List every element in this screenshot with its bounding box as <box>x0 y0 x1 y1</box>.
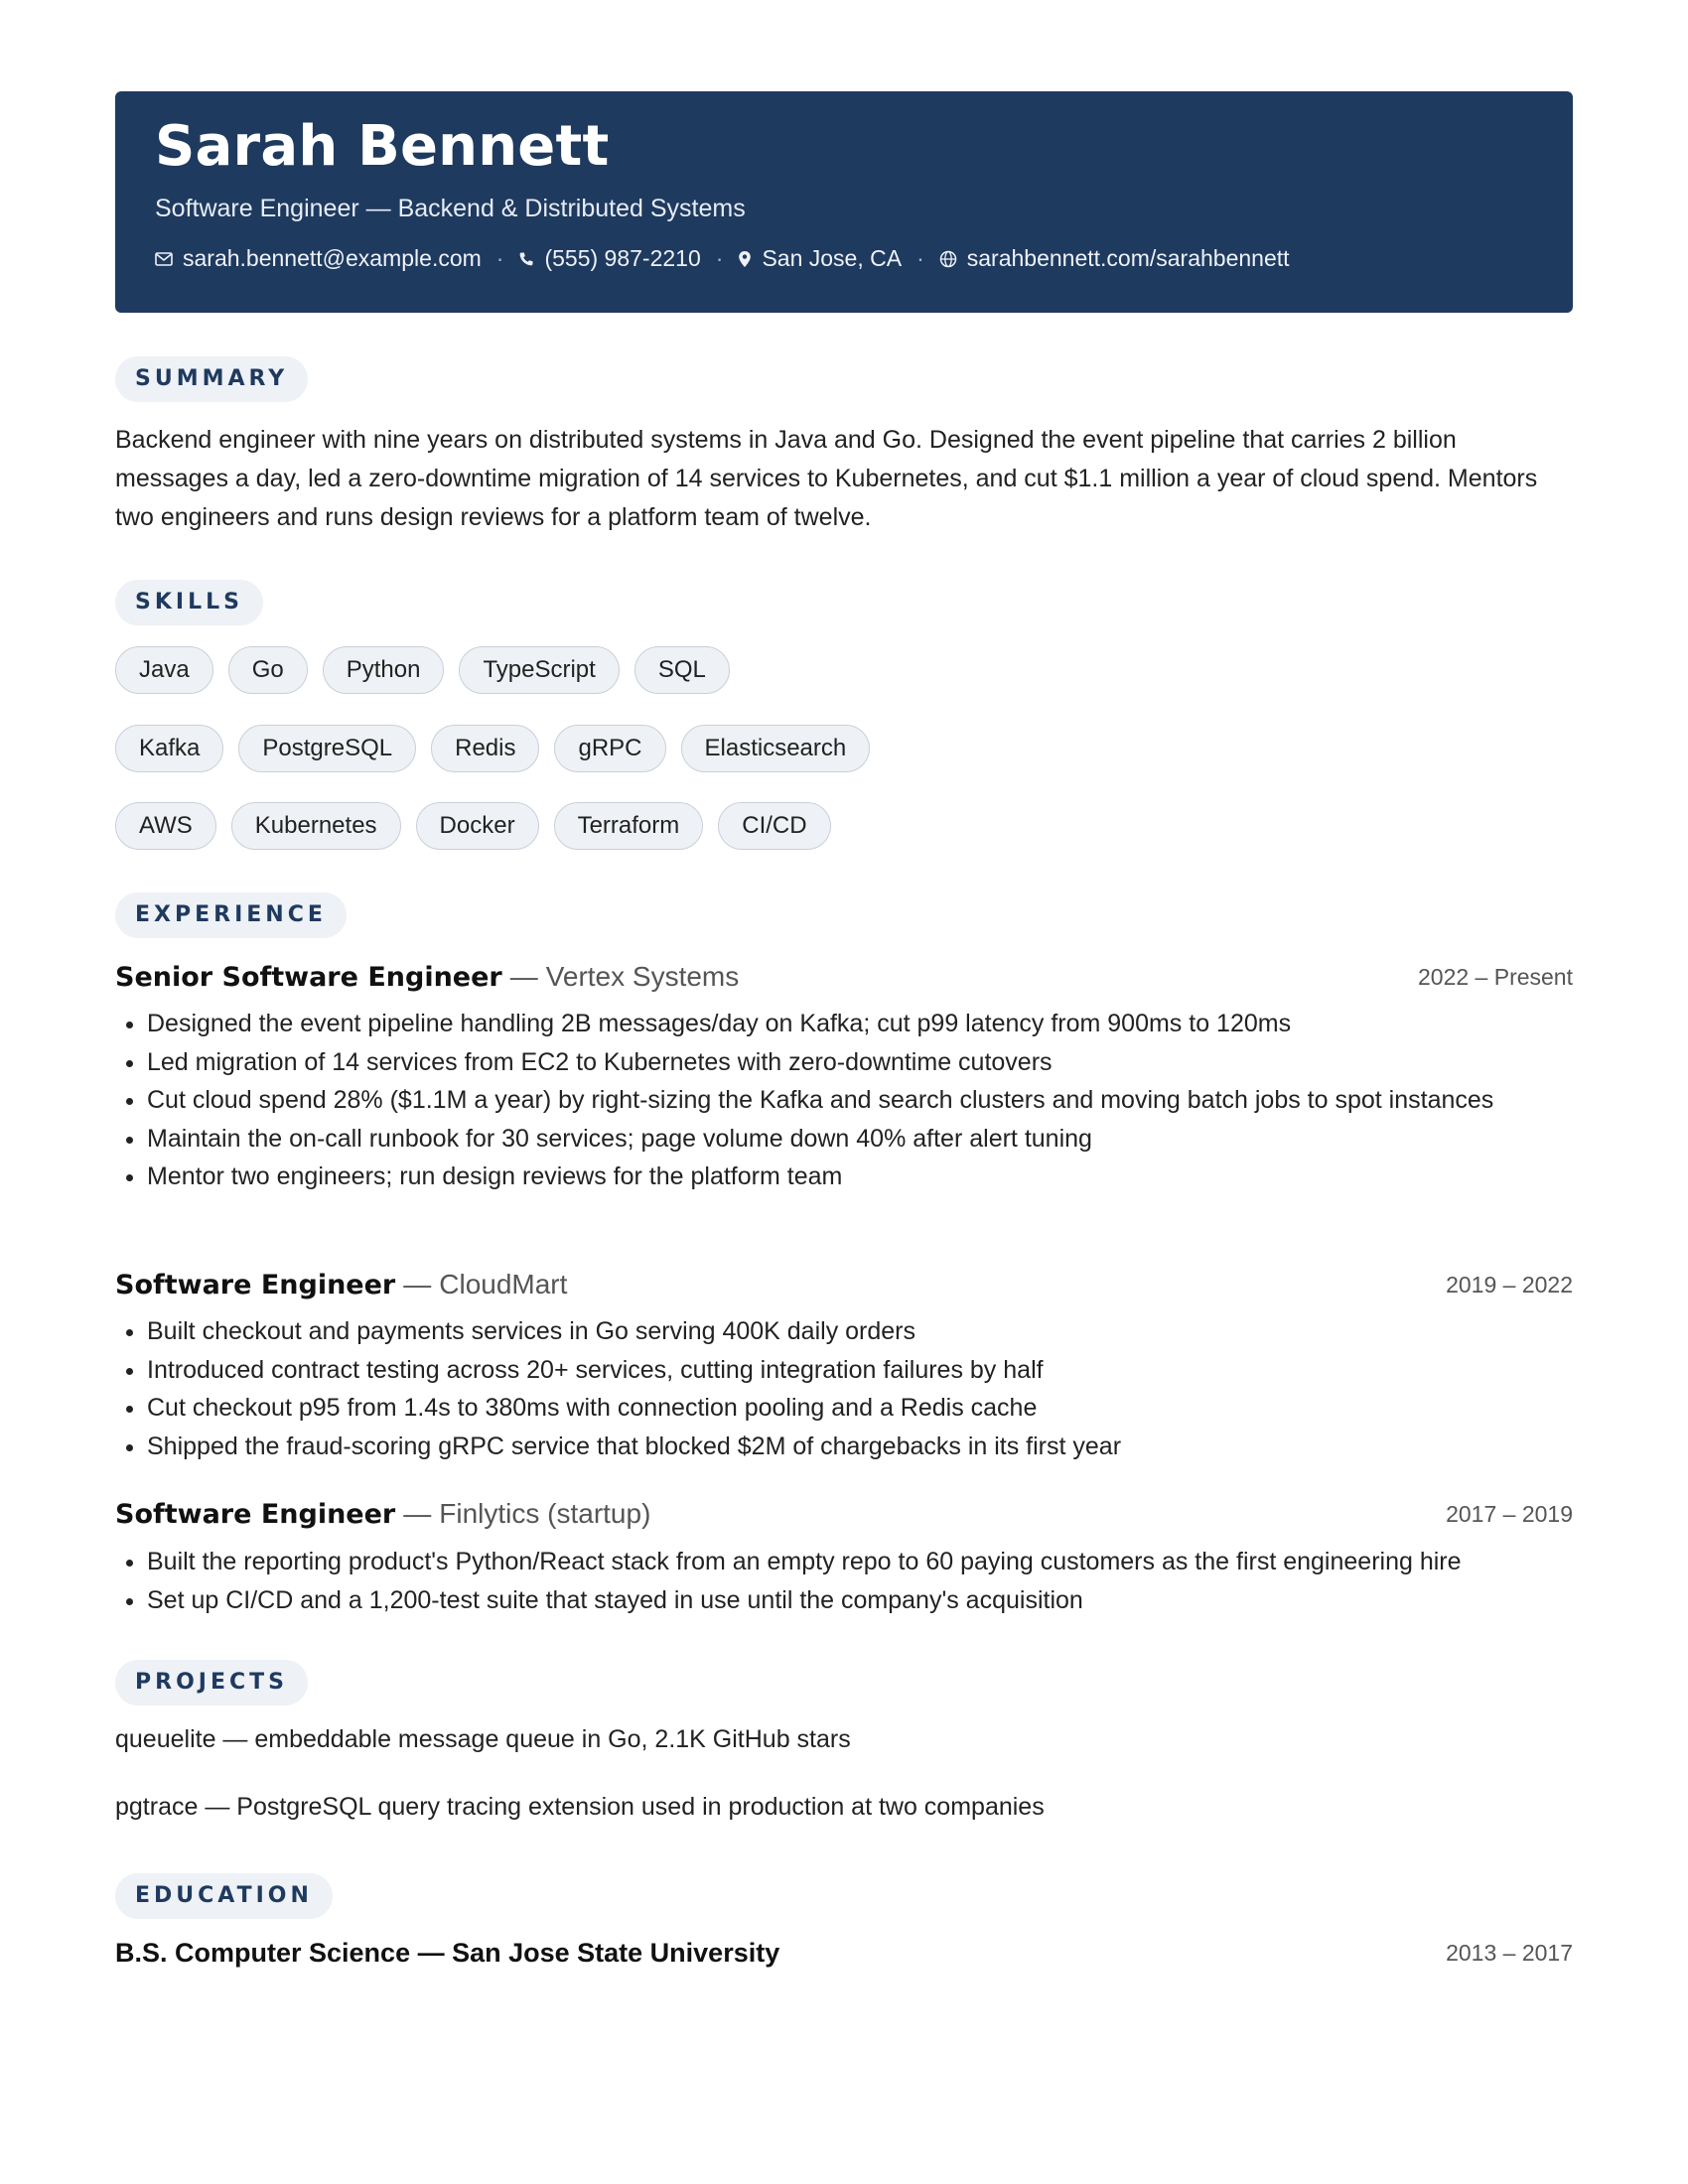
summary-text: Backend engineer with nine years on distributed systems in Java and Go. Designed the event pipeline that carries 2 billion messages a day, led a zero-downtime migration of 14 services to Kubernetes, and cut $1.1 million a year of cloud spend. Mentors two engineers and runs design reviews for a platform team of twelve. <box>115 426 1538 531</box>
email-text: sarah.bennett@example.com <box>183 245 482 271</box>
section-label-experience: EXPERIENCE <box>115 892 347 938</box>
contact-website[interactable] <box>939 245 1290 272</box>
job-bullet: • Cut cloud spend 28% ($1.1M a year) by right-sizing the Kafka and search clusters and moving batch jobs to spot instances <box>147 1081 1573 1120</box>
skill-row <box>115 646 730 694</box>
job-title: Software Engineer <box>115 1270 396 1300</box>
section-label-skills: SKILLS <box>115 580 263 625</box>
job-bullet: • Cut checkout p95 from 1.4s to 380ms with connection pooling and a Redis cache <box>147 1389 1573 1428</box>
skill-chip: TypeScript <box>459 646 619 694</box>
job-bullet: • Designed the event pipeline handling 2B messages/day on Kafka; cut p99 latency from 900ms to 120ms <box>147 1005 1573 1043</box>
job-bullet: • Shipped the fraud-scoring gRPC service that blocked $2M of chargebacks in its first year <box>147 1428 1573 1466</box>
section-label-projects: PROJECTS <box>115 1660 308 1706</box>
job-bullets <box>115 1543 1573 1619</box>
project-item: pgtrace — PostgreSQL query tracing extension used in production at two companies <box>115 1793 1045 1821</box>
skill-chip: CI/CD <box>718 802 830 850</box>
job-dash: — <box>403 1498 432 1529</box>
skill-chip: Kafka <box>115 725 223 772</box>
job-dates: 2019 – 2022 <box>1446 1271 1573 1297</box>
project-item: queuelite — embeddable message queue in Go, 2.1K GitHub stars <box>115 1725 851 1753</box>
skill-chip: SQL <box>634 646 730 694</box>
location-pin-icon <box>738 250 752 268</box>
education-degree: B.S. Computer Science — San Jose State University <box>115 1938 780 1968</box>
job-company: CloudMart <box>439 1269 568 1299</box>
candidate-title: Software Engineer — Backend & Distributed Systems <box>155 195 746 222</box>
skill-chip: Python <box>323 646 445 694</box>
separator-dot: · <box>495 245 504 271</box>
skill-chip: Docker <box>416 802 539 850</box>
job-bullet: • Built checkout and payments services in Go serving 400K daily orders <box>147 1312 1573 1351</box>
contact-line <box>155 245 1290 272</box>
job-bullet: • Set up CI/CD and a 1,200-test suite that stayed in use until the company's acquisition <box>147 1581 1573 1620</box>
section-label-education: EDUCATION <box>115 1873 333 1919</box>
contact-email[interactable] <box>155 245 482 272</box>
skill-chip: PostgreSQL <box>238 725 416 772</box>
skill-chip: Elasticsearch <box>681 725 871 772</box>
skill-row <box>115 802 831 850</box>
section-label-summary: SUMMARY <box>115 356 308 402</box>
header-banner <box>115 91 1573 313</box>
job-header <box>115 1265 1573 1304</box>
skill-chip: AWS <box>115 802 216 850</box>
separator-dot: · <box>715 245 724 271</box>
skill-row <box>115 725 870 772</box>
location-text: San Jose, CA <box>762 245 903 271</box>
separator-dot: · <box>916 245 924 271</box>
contact-phone[interactable] <box>518 245 700 272</box>
skill-chip: Java <box>115 646 213 694</box>
education-entry <box>115 1938 1573 1969</box>
phone-icon <box>518 251 534 267</box>
job-dates: 2022 – Present <box>1417 963 1573 990</box>
job-dash: — <box>403 1269 432 1299</box>
job-bullets <box>115 1005 1573 1196</box>
mail-icon <box>155 252 173 266</box>
job-company: Vertex Systems <box>545 961 740 992</box>
job-header <box>115 957 1573 997</box>
phone-text: (555) 987-2210 <box>544 245 701 271</box>
candidate-name: Sarah Bennett <box>155 114 610 179</box>
job-title: Software Engineer <box>115 1499 396 1530</box>
skill-chip: gRPC <box>554 725 665 772</box>
job-bullet: • Built the reporting product's Python/React stack from an empty repo to 60 paying customers as the first engineering hire <box>147 1543 1573 1581</box>
job-dash: — <box>509 961 538 992</box>
job-bullet: • Led migration of 14 services from EC2 to Kubernetes with zero-downtime cutovers <box>147 1043 1573 1082</box>
job-title: Senior Software Engineer <box>115 962 502 993</box>
skill-chip: Kubernetes <box>231 802 401 850</box>
skill-chip: Terraform <box>554 802 704 850</box>
job-bullet: • Mentor two engineers; run design reviews for the platform team <box>147 1158 1573 1196</box>
skill-chip: Redis <box>431 725 539 772</box>
job-bullets <box>115 1312 1573 1465</box>
contact-location <box>738 245 902 272</box>
job-company: Finlytics (startup) <box>439 1498 651 1529</box>
globe-icon <box>939 250 957 268</box>
job-bullet: • Introduced contract testing across 20+ services, cutting integration failures by half <box>147 1351 1573 1390</box>
education-dates: 2013 – 2017 <box>1446 1940 1573 1966</box>
website-text: sarahbennett.com/sarahbennett <box>966 245 1290 271</box>
job-header <box>115 1494 1573 1534</box>
skill-chip: Go <box>228 646 308 694</box>
job-bullet: • Maintain the on-call runbook for 30 services; page volume down 40% after alert tuning <box>147 1120 1573 1159</box>
job-dates: 2017 – 2019 <box>1446 1500 1573 1527</box>
